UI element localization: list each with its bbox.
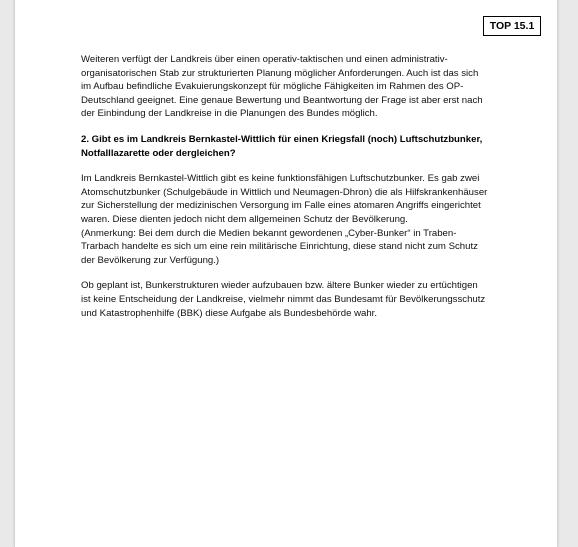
document-page — [14, 0, 558, 547]
question-heading: 2. Gibt es im Landkreis Bernkastel-Wittlich für einen Kriegsfall (noch) Luftschutzbunker, Notfalllazarette oder dergleichen? — [81, 133, 483, 159]
paragraph-bunkerstrukturen: Ob geplant ist, Bunkerstrukturen wieder aufzubauen bzw. ältere Bunker wieder zu ertüchtigen ist keine Entscheidung der Landkreise, vielmehr nimmt das Bundesamt für Bevölkerungsschutz und Katastrophenhilfe (BBK) diese Aufgabe als Bundesbehörde wahr. — [81, 280, 486, 319]
agenda-item-label: TOP 15.1 — [483, 16, 541, 36]
document-body — [81, 53, 511, 320]
paragraph-stab-evakuierung: Weiteren verfügt der Landkreis über einen operativ-taktischen und einen administrativ- organisatorischen Stab zur strukturierten Planung möglicher Anforderungen. Auch ist das sich im Aufbau befindliche Evakuierungskonzept für mögliche Fähigkeiten im Rahmen des OP- Deutschland geeignet. Eine genaue Bewertung und Beantwortung der Frage ist aber erst nach der Einbindung der Landkreise in die Planungen des Bundes möglich. — [81, 54, 483, 120]
paragraph-luftschutzbunker: Im Landkreis Bernkastel-Wittlich gibt es keine funktionsfähigen Luftschutzbunker. Es gab zwei Atomschutzbunker (Schulgebäude in Wittlich und Neumagen-Dhron) die als Hilfskrankenhäuser zur Sicherstellung der medizinischen Versorgung im Falle eines atomaren Angriffs eingerichtet waren. Diese dienten jedoch nicht dem allgemeinen Schutz der Bevölkerung. (Anmerkung: Bei dem durch die Medien bekannt gewordenen „Cyber-Bunker“ in Traben- Trarbach handelte es sich um eine rein militärische Einrichtung, diese stand nicht zum Schutz der Bevölkerung zur Verfügung.) — [81, 173, 488, 266]
